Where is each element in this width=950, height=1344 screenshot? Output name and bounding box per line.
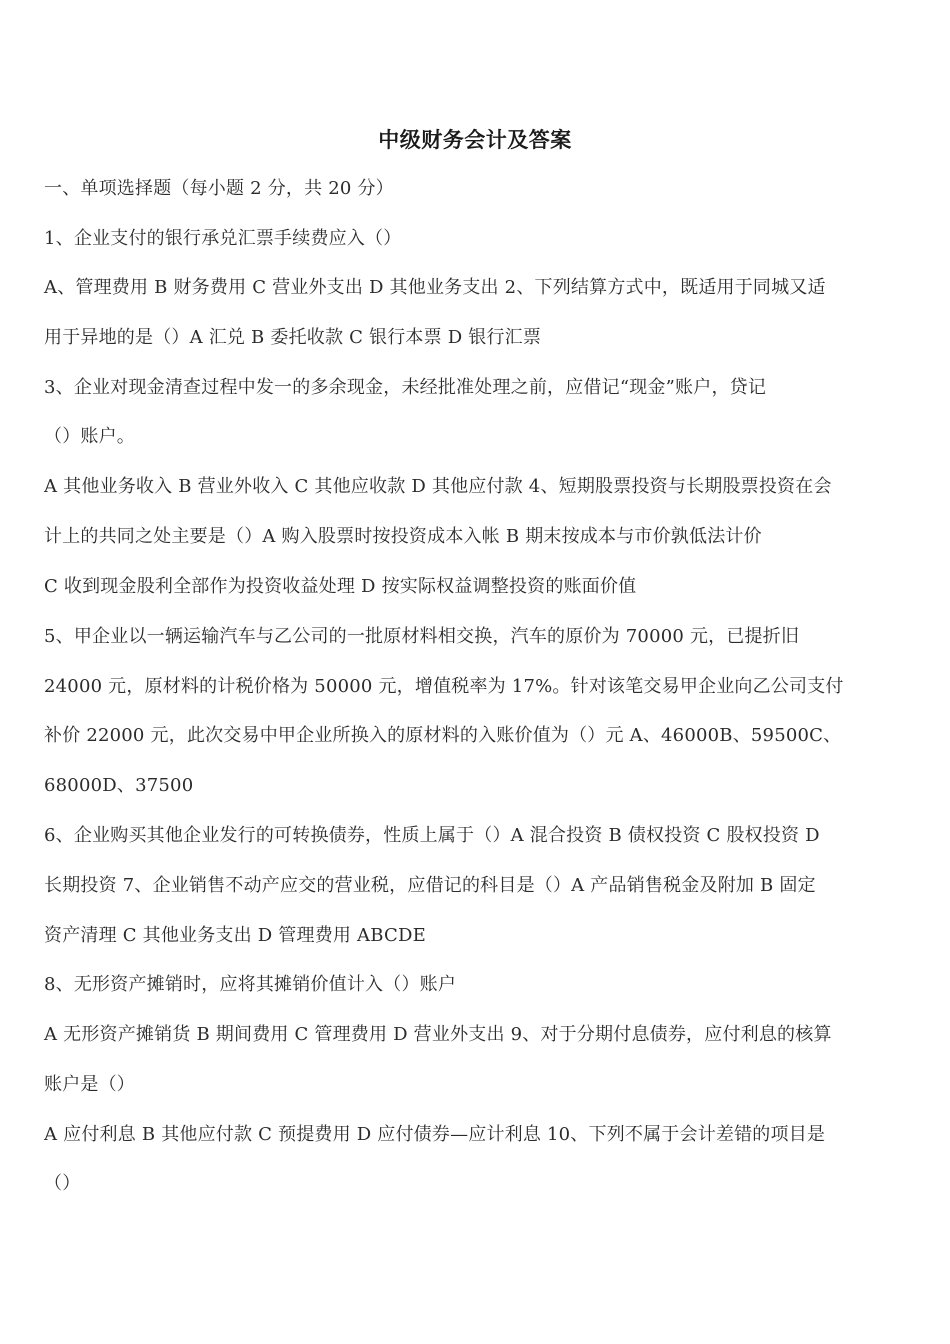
text-line: A 无形资产摊销货 B 期间费用 C 管理费用 D 营业外支出 9、对于分期付息债券，应付利息的核算 xyxy=(44,1024,832,1045)
text-line: C 收到现金股利全部作为投资收益处理 D 按实际权益调整投资的账面价值 xyxy=(44,576,637,597)
text-line: 资产清理 C 其他业务支出 D 管理费用 ABCDE xyxy=(44,925,426,946)
text-line: 24000 元，原材料的计税价格为 50000 元，增值税率为 17%。针对该笔交易甲企业向乙公司支付 xyxy=(44,676,844,697)
text-line: 计上的共同之处主要是（）A 购入股票时按投资成本入帐 B 期末按成本与市价孰低法计价 xyxy=(44,526,762,547)
text-line: 用于异地的是（）A 汇兑 B 委托收款 C 银行本票 D 银行汇票 xyxy=(44,327,542,348)
text-line: 账户是（） xyxy=(44,1074,135,1095)
text-line: 1、企业支付的银行承兑汇票手续费应入（） xyxy=(44,228,402,249)
text-line: （）账户。 xyxy=(44,426,135,447)
text-line: A 应付利息 B 其他应付款 C 预提费用 D 应付债券—应计利息 10、下列不属于会计差错的项目是 xyxy=(44,1124,826,1145)
text-line: A 其他业务收入 B 营业外收入 C 其他应收款 D 其他应付款 4、短期股票投资与长期股票投资在会 xyxy=(44,476,832,497)
text-line: A、管理费用 B 财务费用 C 营业外支出 D 其他业务支出 2、下列结算方式中，既适用于同城又适 xyxy=(44,277,826,298)
text-line: 8、无形资产摊销时，应将其摊销价值计入（）账户 xyxy=(44,974,457,995)
text-line: 3、企业对现金清查过程中发一的多余现金，未经批准处理之前，应借记“现金”账户，贷记 xyxy=(44,377,767,398)
text-line: 长期投资 7、企业销售不动产应交的营业税，应借记的科目是（）A 产品销售税金及附加 B 固定 xyxy=(44,875,816,896)
text-line: 补价 22000 元，此次交易中甲企业所换入的原材料的入账价值为（）元 A、46000B、59500C、 xyxy=(44,725,842,746)
section-heading: 一、单项选择题（每小题 2 分，共 20 分） xyxy=(44,178,394,199)
text-line: （） xyxy=(44,1173,81,1194)
text-line: 5、甲企业以一辆运输汽车与乙公司的一批原材料相交换，汽车的原价为 70000 元，已提折旧 xyxy=(44,626,800,647)
document-title: 中级财务会计及答案 xyxy=(378,128,572,152)
text-line: 68000D、37500 xyxy=(44,775,194,796)
text-line: 6、企业购买其他企业发行的可转换债券，性质上属于（）A 混合投资 B 债权投资 C 股权投资 D xyxy=(44,825,820,846)
